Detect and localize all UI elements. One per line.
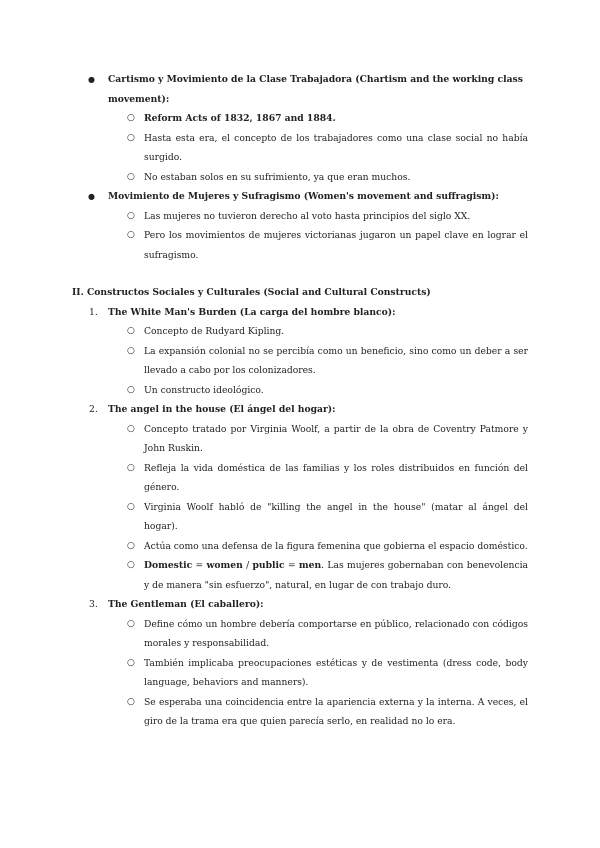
item-text: Concepto tratado por Virginia Woolf, a partir de la obra de Coventry Patmore y John Ruskin. [144,423,528,454]
bullet-circle-icon: ○ [127,210,135,221]
item-title: Movimiento de Mujeres y Sufragismo (Women's movement and suffragism): [108,191,499,202]
bullet-circle-icon: ○ [127,618,135,629]
list-item [0,129,600,168]
bullet-circle-icon: ○ [127,696,135,707]
item-number: 3. [89,599,98,610]
numbered-item [0,400,600,420]
item-text: Virginia Woolf habló de "killing the angel in the house" (matar al ángel del hogar). [144,501,528,532]
section-heading: II. Constructos Sociales y Culturales (Social and Cultural Constructs) [72,287,431,298]
list-item [0,693,600,732]
list-item [0,187,600,207]
bullet-circle-icon: ○ [127,560,135,570]
bullet-circle-icon: ○ [127,462,135,473]
bullet-circle-icon: ○ [127,657,135,668]
bullet-circle-icon: ○ [127,113,135,123]
item-text: . Las mujeres gobernaban con benevolencia y de manera "sin esfuerzo", natural, en lugar de con trabajo duro. [144,560,529,591]
bullet-circle-icon: ○ [127,540,135,551]
list-item [0,556,600,595]
public-text: public [252,560,285,571]
bullet-circle-icon: ○ [127,384,135,395]
item-text: Pero los movimientos de mujeres victorianas jugaron un papel clave en lograr el sufragismo. [144,230,528,261]
item-text: Actúa como una defensa de la figura femenina que gobierna el espacio doméstico. [144,540,528,552]
list-item [0,615,600,654]
list-item [0,226,600,265]
item-text: Refleja la vida doméstica de las familias y los roles distribuidos en función del género. [144,462,528,493]
list-item [0,342,600,381]
list-item [0,207,600,227]
item-text: Reform Acts of 1832, 1867 and 1884. [144,113,336,124]
item-text: Define cómo un hombre debería comportarse en público, relacionado con códigos morales y responsabilidad. [144,618,528,649]
item-text: No estaban solos en su sufrimiento, ya que eran muchos. [144,171,411,183]
list-item [0,459,600,498]
item-text: Hasta esta era, el concepto de los trabajadores como una clase social no había surgido. [144,132,528,163]
item-text: Un constructo ideológico. [144,384,264,396]
list-item [0,381,600,401]
list-item [0,109,600,129]
item-number: 2. [89,404,98,415]
slash-sign: / [242,560,253,571]
item-title: The White Man's Burden (La carga del hombre blanco): [108,306,396,318]
bullet-disc-icon: ● [88,192,95,201]
item-title: The angel in the house (El ángel del hogar): [108,404,336,415]
item-text: Las mujeres no tuvieron derecho al voto hasta principios del siglo XX. [144,210,471,222]
bullet-circle-icon: ○ [127,345,135,356]
numbered-item [0,303,600,323]
women-text: women [206,560,243,571]
bullet-circle-icon: ○ [127,423,135,434]
item-title: Cartismo y Movimiento de la Clase Trabajadora (Chartism and the working class movement): [108,74,523,105]
bullet-circle-icon: ○ [127,326,135,336]
list-item [0,498,600,537]
list-item [0,537,600,557]
list-item [0,654,600,693]
item-text: Concepto de Rudyard Kipling. [144,326,285,337]
item-text: Se esperaba una coincidencia entre la apariencia externa y la interna. A veces, el giro de la trama era que quien parecía serlo, en realidad no lo era. [144,696,528,727]
list-item [0,322,600,342]
equals-sign: = [192,560,207,571]
bullet-circle-icon: ○ [127,171,135,182]
equals-sign: = [284,560,299,571]
item-title: The Gentleman (El caballero): [108,599,264,610]
list-item [0,168,600,188]
domestic-text: Domestic [144,560,193,571]
item-text: También implicaba preocupaciones estéticas y de vestimenta (dress code, body language, behaviors and manners). [144,657,528,688]
item-number: 1. [89,306,98,318]
men-text: men [298,560,322,571]
document-page [0,70,600,732]
list-item [0,420,600,459]
bullet-disc-icon: ● [88,75,95,84]
numbered-item [0,595,600,615]
bullet-circle-icon: ○ [127,501,135,512]
bullet-circle-icon: ○ [127,230,135,240]
bullet-circle-icon: ○ [127,132,135,143]
item-text: La expansión colonial no se percibía como un beneficio, sino como un deber a ser llevado a cabo por los colonizadores. [144,345,528,376]
list-item [0,70,600,109]
